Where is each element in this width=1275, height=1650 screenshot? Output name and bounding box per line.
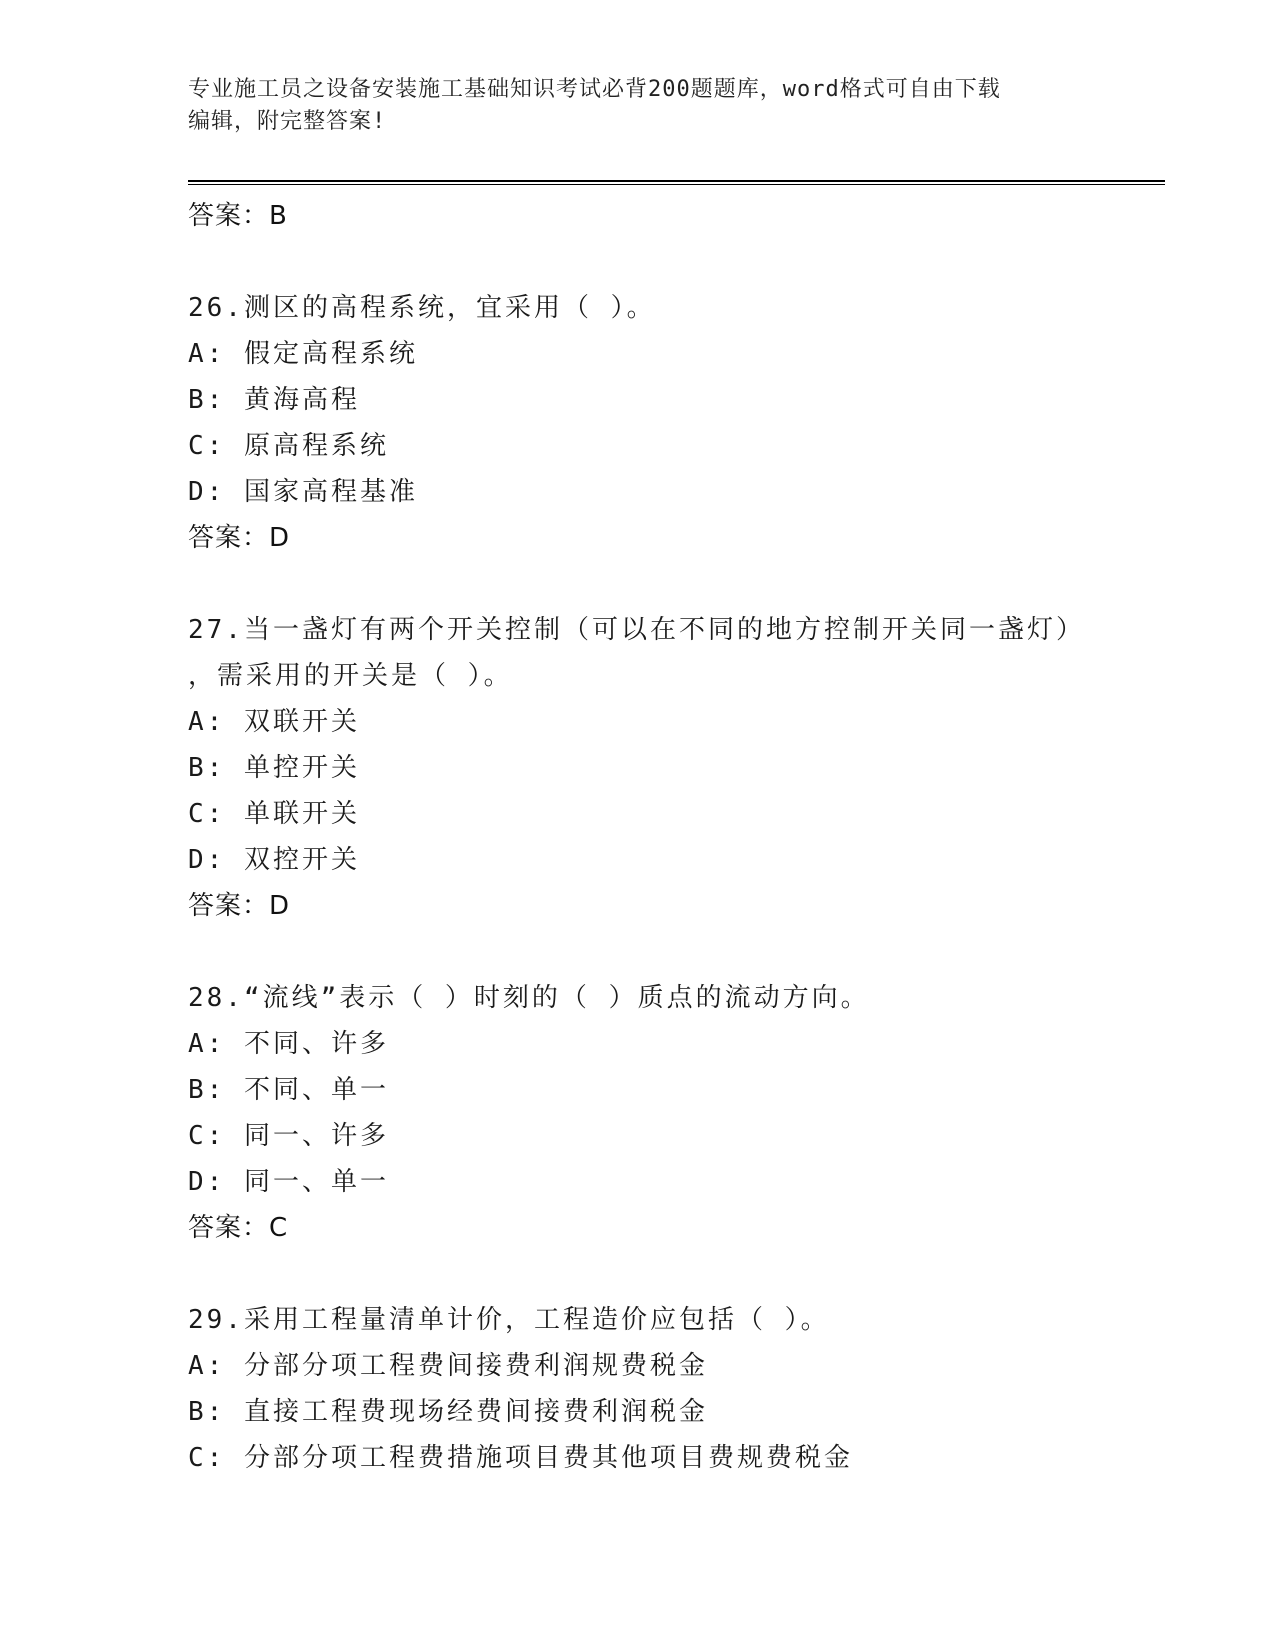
header-rule-thick (188, 180, 1165, 182)
option-d: D: 同一、单一 (188, 1167, 389, 1197)
header-line-2: 编辑，附完整答案! (188, 109, 387, 134)
header-line-1: 专业施工员之设备安装施工基础知识考试必背200题题库，word格式可自由下载 (188, 77, 1001, 102)
spacer (188, 561, 1188, 607)
spacer (188, 239, 1188, 285)
option-c: C: 分部分项工程费措施项目费其他项目费规费税金 (188, 1443, 853, 1473)
answer-line: 答案：D (188, 523, 291, 553)
spacer (188, 929, 1188, 975)
question-stem: 27.当一盏灯有两个开关控制（可以在不同的地方控制开关同一盏灯） (188, 615, 1085, 645)
option-b: B: 直接工程费现场经费间接费利润税金 (188, 1397, 708, 1427)
answer-line: 答案：B (188, 201, 288, 231)
answer-line: 答案：C (188, 1213, 289, 1243)
document-header (188, 74, 1088, 138)
question-stem-continued: ，需采用的开关是（ ）。 (188, 661, 513, 691)
option-c: C: 单联开关 (188, 799, 360, 829)
question-stem: 28.“流线”表示（ ）时刻的（ ）质点的流动方向。 (188, 983, 870, 1013)
option-a: A: 不同、许多 (188, 1029, 389, 1059)
option-c: C: 同一、许多 (188, 1121, 389, 1151)
option-b: B: 黄海高程 (188, 385, 360, 415)
option-d: D: 双控开关 (188, 845, 360, 875)
question-27 (188, 607, 1188, 929)
option-c: C: 原高程系统 (188, 431, 389, 461)
option-a: A: 分部分项工程费间接费利润规费税金 (188, 1351, 708, 1381)
option-a: A: 假定高程系统 (188, 339, 418, 369)
question-29 (188, 1297, 1188, 1481)
question-28 (188, 975, 1188, 1251)
option-a: A: 双联开关 (188, 707, 360, 737)
option-b: B: 不同、单一 (188, 1075, 389, 1105)
header-rule-thin (188, 184, 1165, 185)
question-list (188, 193, 1188, 1481)
question-stem: 29.采用工程量清单计价，工程造价应包括（ ）。 (188, 1305, 830, 1335)
option-d: D: 国家高程基准 (188, 477, 418, 507)
question-26 (188, 285, 1188, 561)
question-stem: 26.测区的高程系统，宜采用（ ）。 (188, 293, 656, 323)
option-b: B: 单控开关 (188, 753, 360, 783)
answer-line: 答案：D (188, 891, 291, 921)
spacer (188, 1251, 1188, 1297)
